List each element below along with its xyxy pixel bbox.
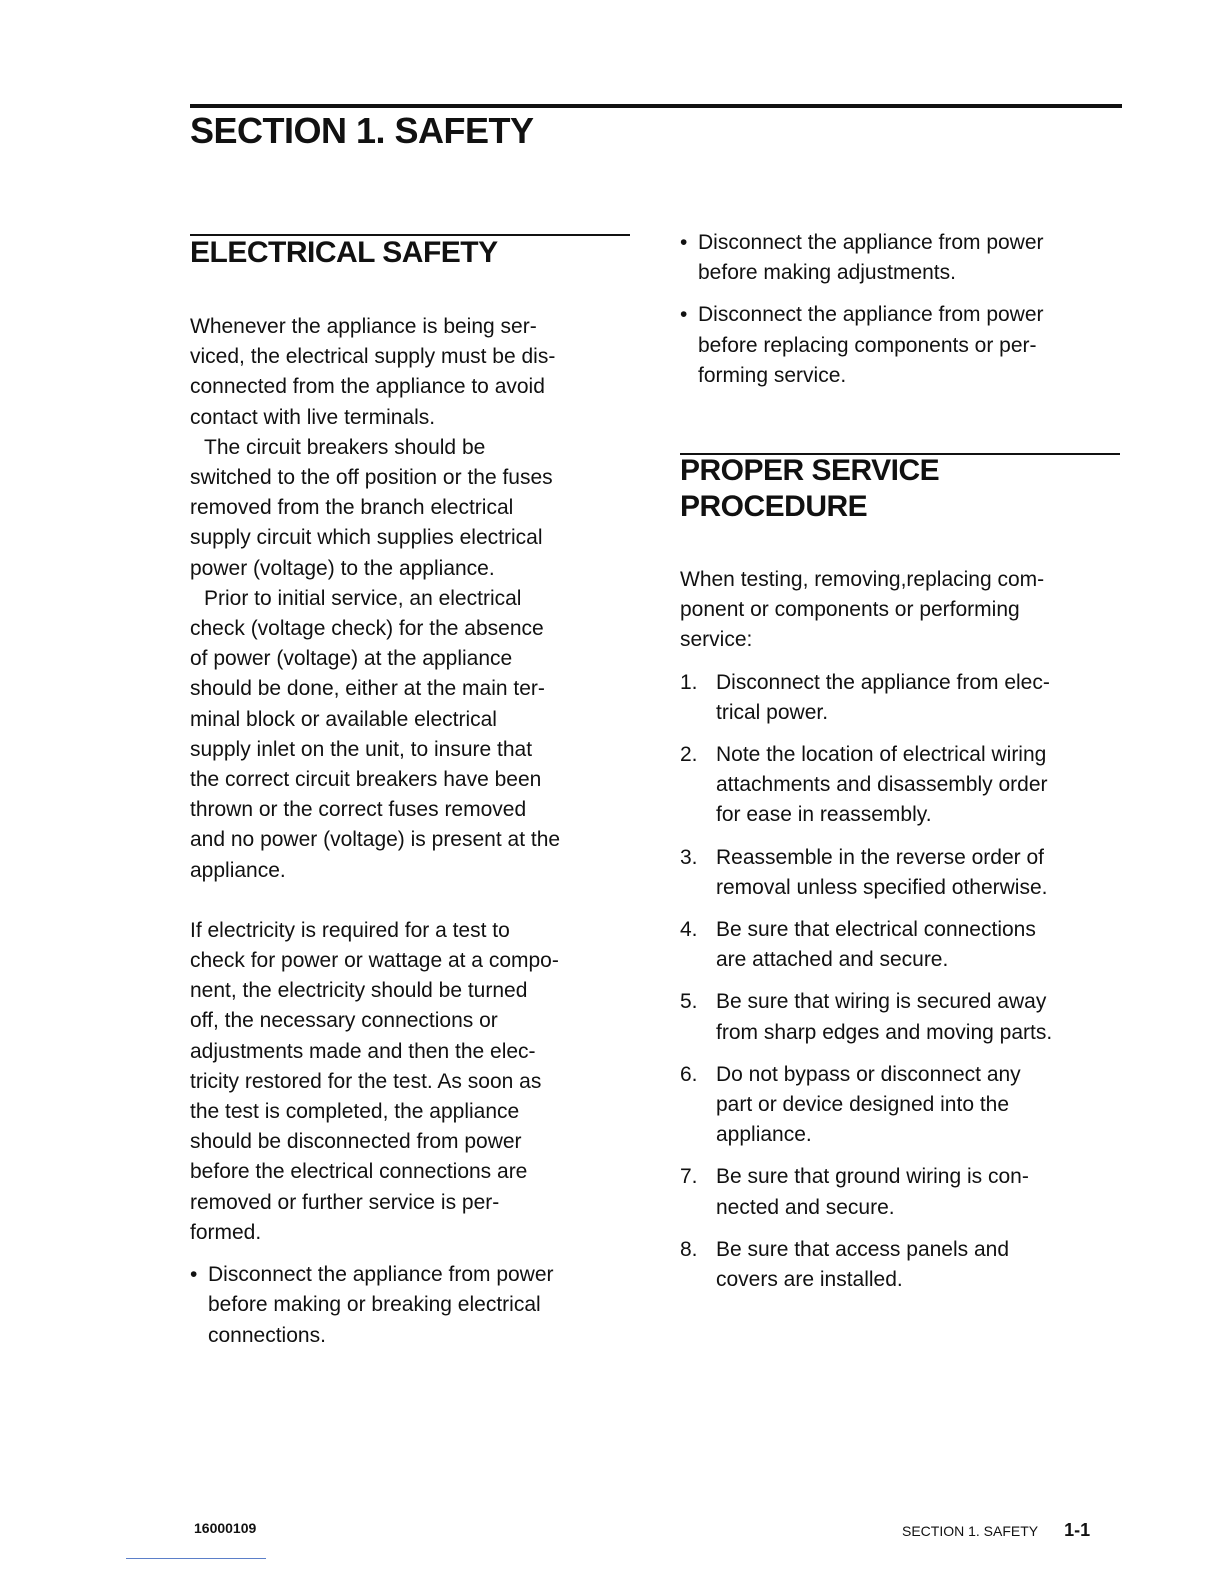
footer-section-label: SECTION 1. SAFETY (902, 1523, 1039, 1539)
paragraph-isolation: Whenever the appliance is being ser- viced, the electrical supply must be dis- connected from the appliance to avoid contact with live terminals. (190, 315, 556, 429)
paragraph-voltage-check: Prior to initial service, an electrical check (voltage check) for the absence of power (voltage) at the appliance should be done, either at the main ter- minal block or available electrical supply inlet on the unit, to insure that the correct circuit breakers have been thrown or the correct fuses removed and no power (voltage) is present at the appliance. (190, 586, 561, 882)
list-item: 8. Be sure that access panels and covers are installed. (680, 1237, 1010, 1292)
list-item: 4. Be sure that electrical connections are attached and secure. (680, 918, 1036, 972)
list-item: • Disconnect the appliance from power before replacing components or per- forming service. (680, 300, 1120, 391)
right-bullet-list (680, 228, 1120, 391)
list-item: 1. Disconnect the appliance from elec- trical power. (680, 670, 1050, 724)
page-number: 1-1 (1064, 1520, 1091, 1540)
list-item: 5. Be sure that wiring is secured away from sharp edges and moving parts. (680, 990, 1053, 1044)
paragraph-breakers: The circuit breakers should be switched to the off position or the fuses removed from the branch electrical supply circuit which supplies electrical power (voltage) to the appliance. (190, 435, 553, 580)
footer-section (902, 1520, 1090, 1541)
list-item: 3. Reassemble in the reverse order of removal unless specified otherwise. (680, 845, 1048, 899)
list-item: 2. Note the location of electrical wiring attachments and disassembly order for ease in reassembly. (680, 743, 1048, 827)
list-item: • Disconnect the appliance from power before making adjustments. (680, 228, 1120, 288)
list-item: 6. Do not bypass or disconnect any part or device designed into the appliance. (680, 1062, 1021, 1147)
proper-service-heading: PROPER SERVICE PROCEDURE (680, 454, 940, 524)
list-item: • Disconnect the appliance from power before making or breaking electrical connections. (190, 1260, 630, 1351)
paragraph-test-power: If electricity is required for a test to check for power or wattage at a compo- nent, the electricity should be turned off, the necessary connections or adjustments made and then the elec- tricity restored for the test. As soon as the test is completed, the appliance should be disconnected from power before the electrical connections are removed or further service is per- formed. (190, 918, 559, 1244)
bullet-icon: • (680, 303, 688, 327)
electrical-safety-heading: ELECTRICAL SAFETY (190, 236, 498, 269)
procedure-intro: When testing, removing,replacing com- ponent or components or performing service: (680, 568, 1045, 652)
right-column (680, 228, 1120, 1307)
scan-mark-line (126, 1558, 266, 1559)
procedure-steps (680, 668, 1120, 1296)
section-title: SECTION 1. SAFETY (190, 110, 534, 151)
bullet-icon: • (680, 231, 688, 254)
list-item: 7. Be sure that ground wiring is con- nected and secure. (680, 1165, 1029, 1219)
bullet-icon: • (190, 1263, 198, 1287)
document-number: 16000109 (194, 1520, 257, 1536)
left-column (190, 234, 630, 1351)
top-rule (190, 104, 1122, 108)
left-bullet-list (190, 1260, 630, 1351)
